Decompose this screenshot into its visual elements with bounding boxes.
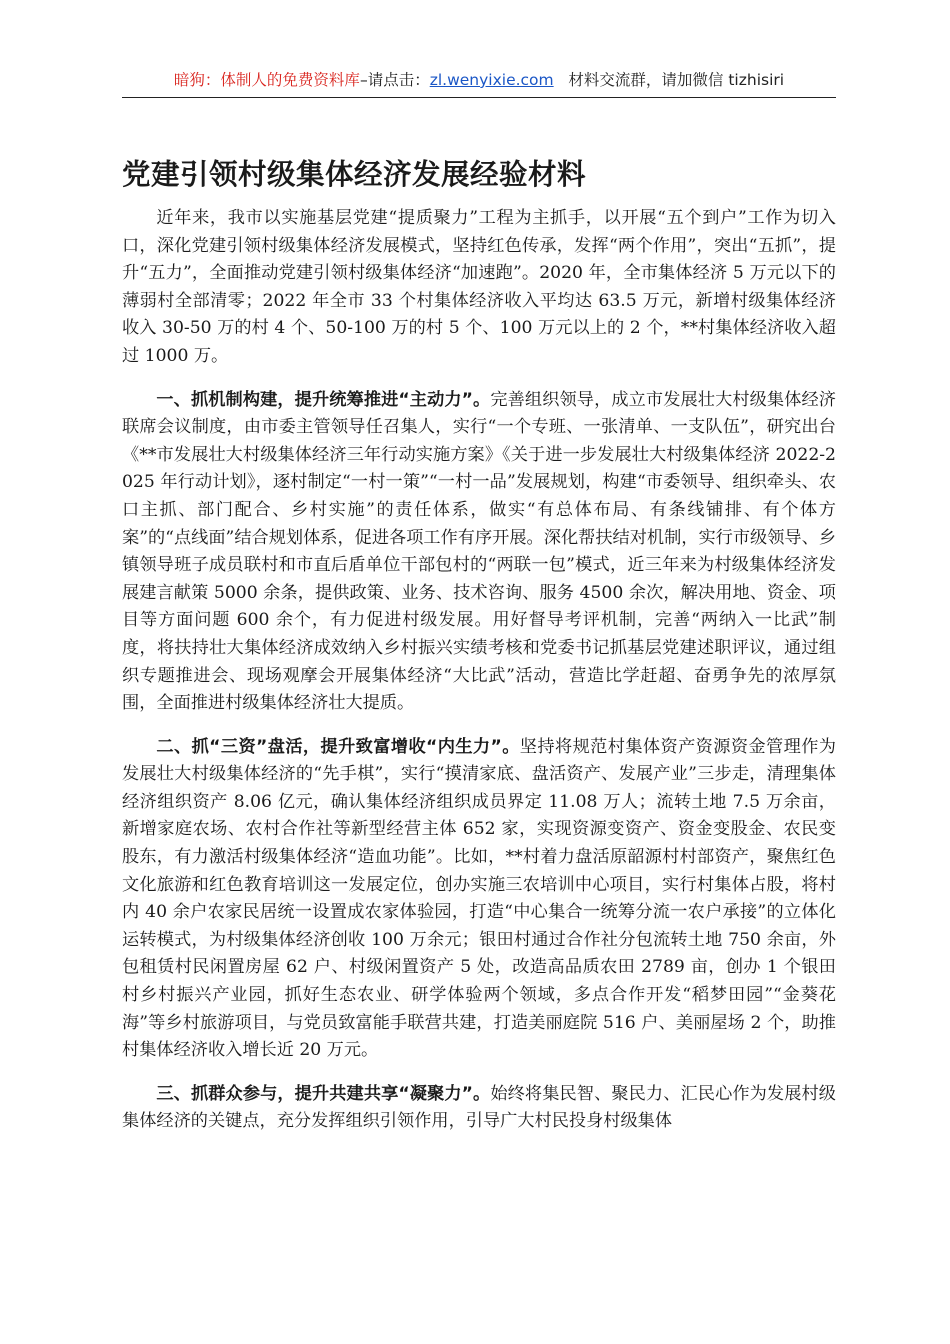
paragraph-lead: 二、抓“三资”盘活，提升致富增收“内生力”。 [156, 736, 520, 757]
paragraph-lead: 一、抓机制构建，提升统筹推进“主动力”。 [156, 389, 491, 410]
paragraph-text: 始终将集民智、聚民力、汇民心作为发展村级集体经济的关键点，充分发挥组织引领作用，引导广大村民投身村级集体 [122, 1083, 836, 1132]
header-wechat-text: 材料交流群，请加微信 tizhisiri [568, 71, 785, 89]
header-site-name: 暗狗：体制人的免费资料库 [173, 71, 360, 89]
paragraph-intro [122, 205, 836, 371]
header-link[interactable]: zl.wenyixie.com [429, 71, 554, 89]
paragraph-section-3 [122, 1081, 836, 1136]
header-wechat-note [554, 71, 784, 89]
header-divider [122, 97, 836, 98]
paragraph-lead: 三、抓群众参与，提升共建共享“凝聚力”。 [156, 1083, 491, 1104]
paragraph-text: 近年来，我市以实施基层党建“提质聚力”工程为主抓手，以开展“五个到户”工作为切入口，深化党建引领村级集体经济发展模式，坚持红色传承，发挥“两个作用”，突出“五抓”，提升“五力”，全面推动党建引领村级集体经济“加速跑”。2020 年，全市集体经济 5 万元以下的薄弱村全部清零；2022 年全市 33 个村集体经济收入平均达 63.5 万元，新增村级集体经济收入 30-50 万的村 4 个、50-100 万的村 5 个、100 万元以上的 2 个，**村集体经济收入超过 1000 万。 [122, 208, 836, 366]
header-click-prompt: –请点击： [359, 71, 430, 89]
paragraph-section-1 [122, 387, 836, 718]
paragraph-text: 完善组织领导，成立市发展壮大村级集体经济联席会议制度，由市委主管领导任召集人，实行“一个专班、一张清单、一支队伍”，研究出台《**市发展壮大村级集体经济三年行动实施方案》《关于进一步发展壮大村级集体经济 2022-2025 年行动计划》，逐村制定“一村一策”“一村一品”发展规划，构建“市委领导、组织牵头、农口主抓、部门配合、乡村实施”的责任体系，做实“有总体布局、有条线铺排、有个体方案”的“点线面”结合规划体系，促进各项工作有序开展。深化帮扶结对机制，实行市级领导、乡镇领导班子成员联村和市直后盾单位干部包村的“两联一包”模式，近三年来为村级集体经济发展建言献策 5000 余条，提供政策、业务、技术咨询、服务 4500 余次，解决用地、资金、项目等方面问题 600 余个，有力促进村级发展。用好督导考评机制，完善“两纳入一比武”制度，将扶持壮大集体经济成效纳入乡村振兴实绩考核和党委书记抓基层党建述职评议，通过组织专题推进会、现场观摩会开展集体经济“大比武”活动，营造比学赶超、奋勇争先的浓厚氛围，全面推进村级集体经济壮大提质。 [122, 389, 836, 714]
document-body [122, 205, 836, 1152]
paragraph-section-2 [122, 734, 836, 1065]
document-title: 党建引领村级集体经济发展经验材料 [122, 158, 587, 191]
paragraph-text: 坚持将规范村集体资产资源资金管理作为发展壮大村级集体经济的“先手棋”，实行“摸清家底、盘活资产、发展产业”三步走，清理集体经济组织资产 8.06 亿元，确认集体经济组织成员界定 11.08 万人；流转土地 7.5 万余亩，新增家庭农场、农村合作社等新型经营主体 652 家，实现资源变资产、资金变股金、农民变股东，有力激活村级集体经济“造血功能”。比如，**村着力盘活原韶源村村部资产，聚焦红色文化旅游和红色教育培训这一发展定位，创办实施三农培训中心项目，实行村集体占股，将村内 40 余户农家民居统一设置成农家体验园，打造“中心集合一统筹分流一农户承接”的立体化运转模式，为村级集体经济创收 100 万余元；银田村通过合作社分包流转土地 750 余亩，外包租赁村民闲置房屋 62 户、村级闲置资产 5 处，改造高品质农田 2789 亩，创办 1 个银田村乡村振兴产业园，抓好生态农业、研学体验两个领域，多点合作开发“稻梦田园”“金葵花海”等乡村旅游项目，与党员致富能手联营共建，打造美丽庭院 516 户、美丽屋场 2 个，助推村集体经济收入增长近 20 万元。 [122, 736, 836, 1061]
page-header [122, 66, 836, 94]
